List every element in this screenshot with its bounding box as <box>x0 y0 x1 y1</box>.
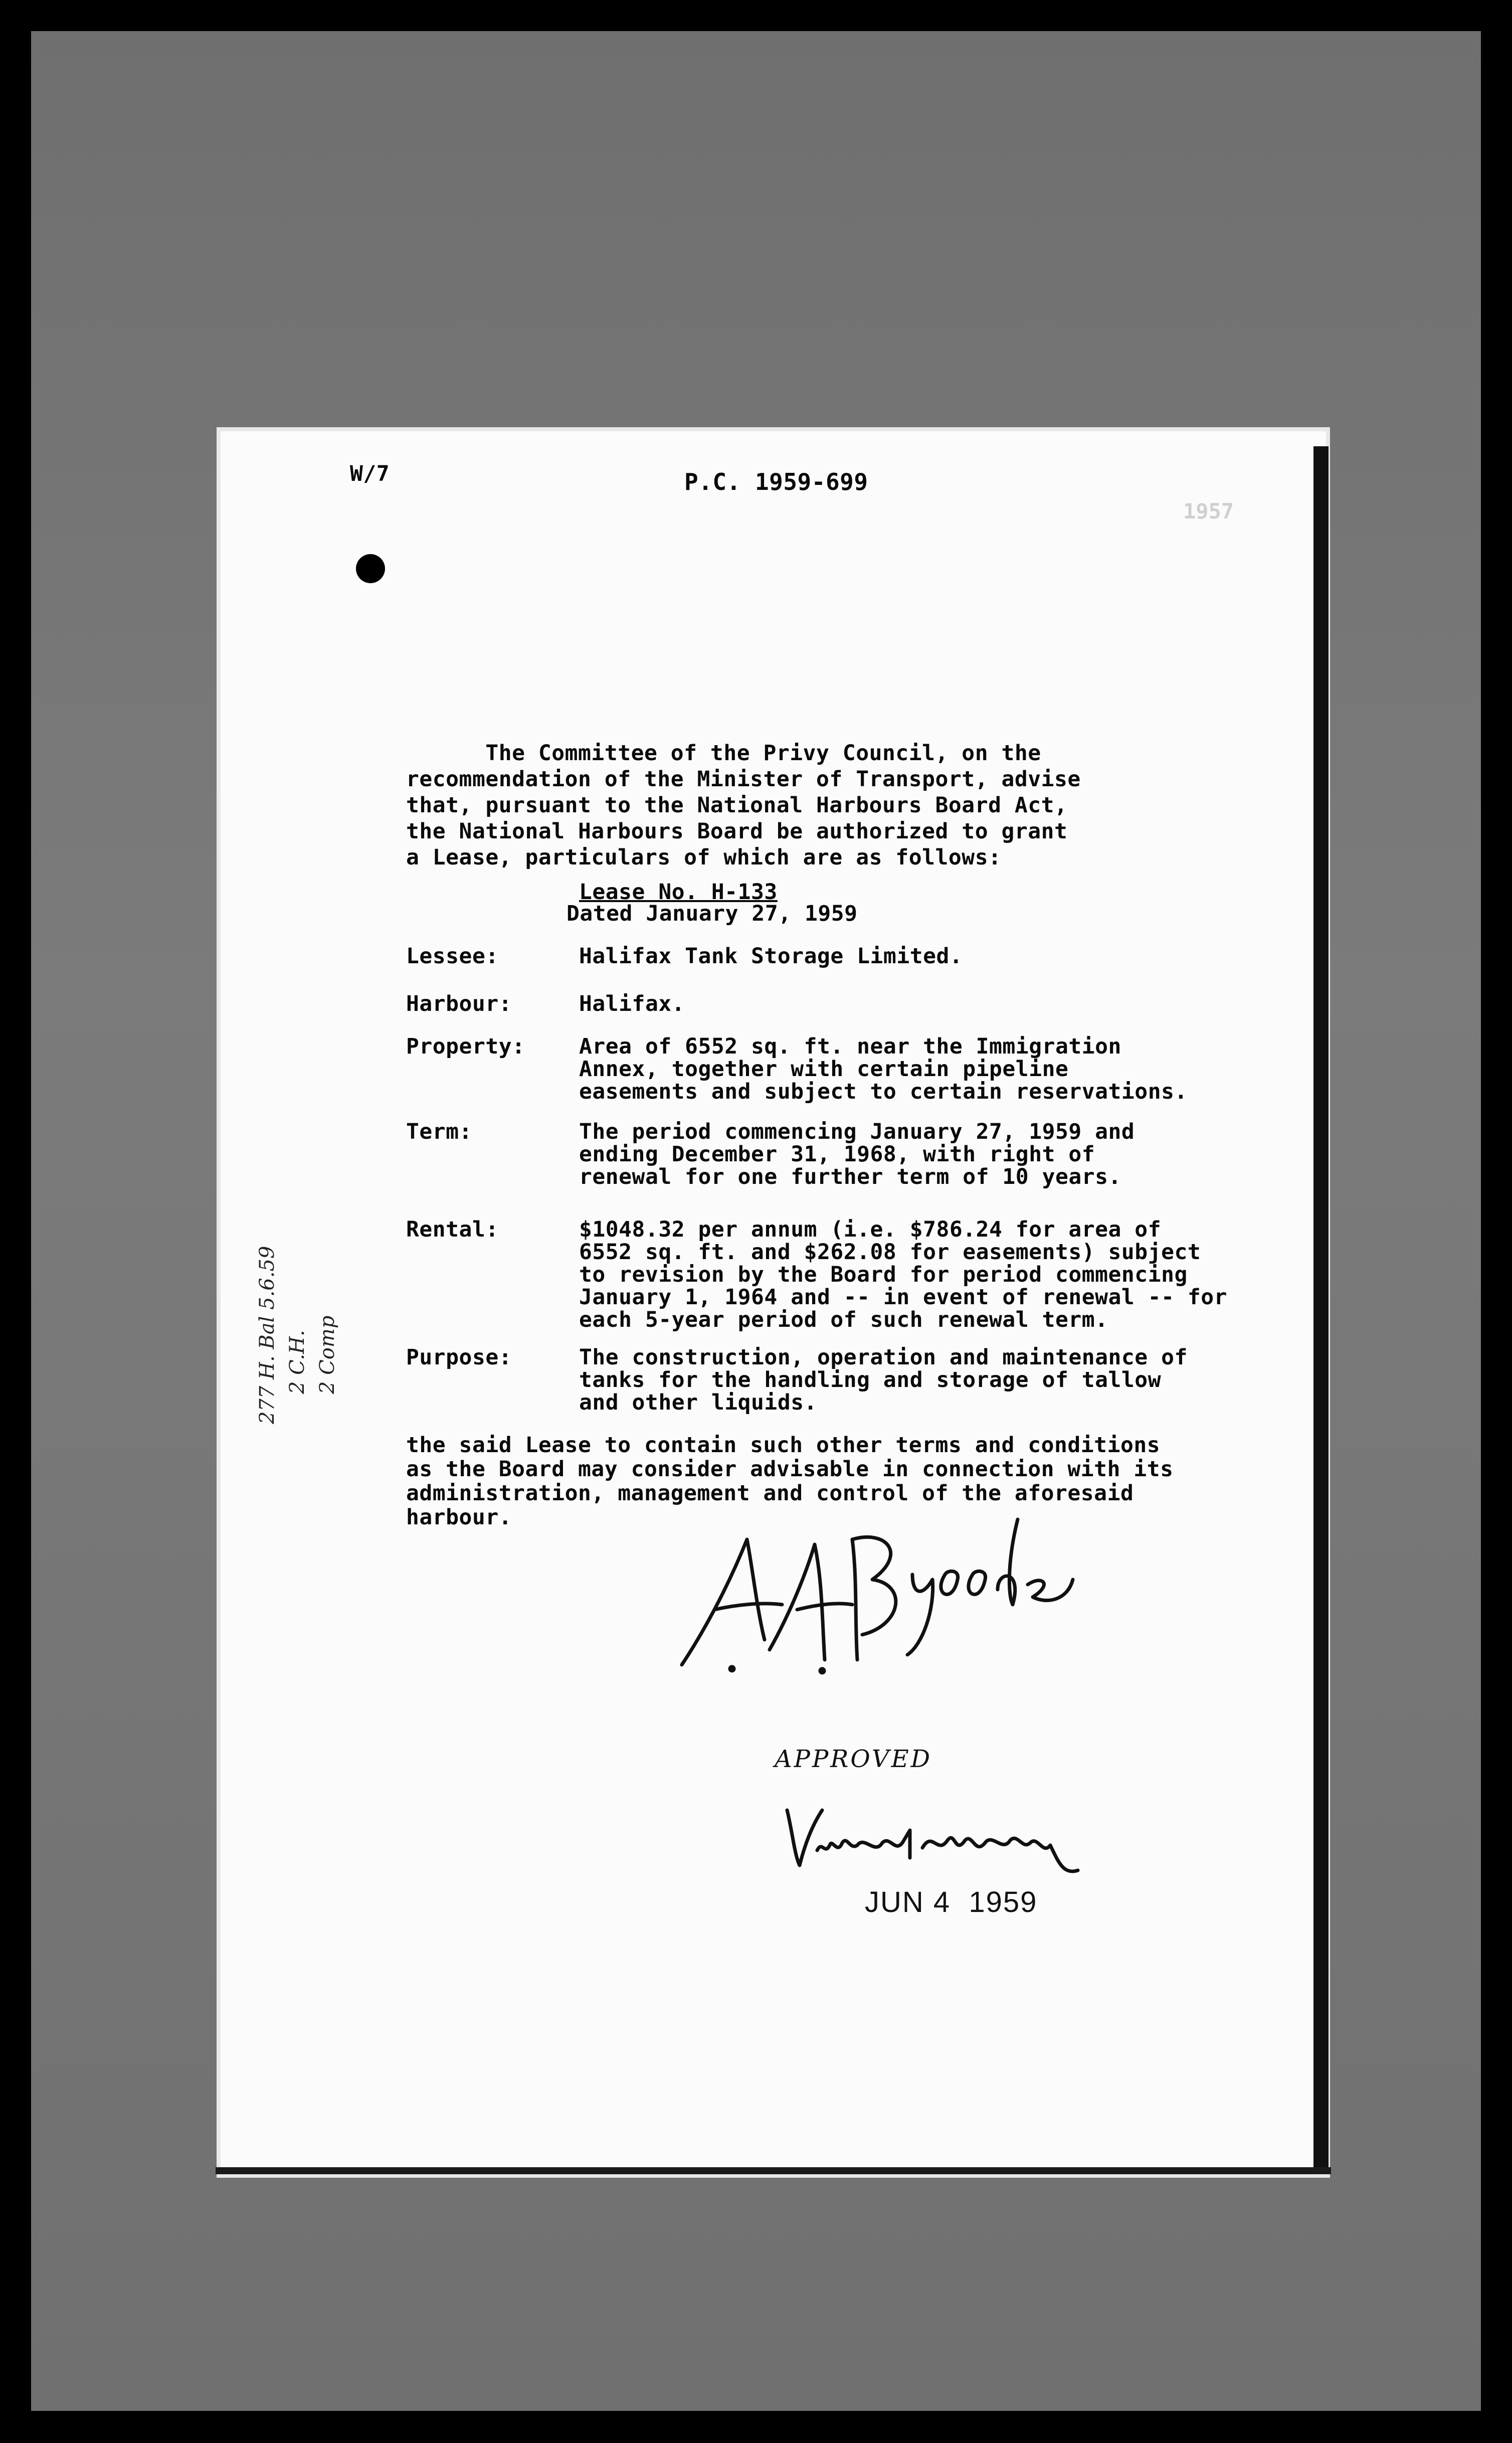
field-value-line: January 1, 1964 and -- in event of renewal -- for <box>579 1285 1228 1310</box>
field-label: Lessee: <box>406 944 499 969</box>
margin-notes <box>256 1213 406 1474</box>
field-value-line: Area of 6552 sq. ft. near the Immigration <box>579 1034 1121 1059</box>
field-value-line: 6552 sq. ft. and $262.08 for easements) subject <box>579 1240 1201 1265</box>
clerk-signature <box>672 1509 1083 1680</box>
field-label: Harbour: <box>406 991 512 1016</box>
field-value-line: and other liquids. <box>579 1390 817 1415</box>
field-value-line: each 5-year period of such renewal term. <box>579 1307 1108 1332</box>
intro-line: a Lease, particulars of which are as follows: <box>406 845 1002 870</box>
field-label: Rental: <box>406 1217 499 1242</box>
approved-label: APPROVED <box>775 1745 932 1773</box>
field-value-line: ending December 31, 1968, with right of <box>579 1142 1095 1167</box>
approval-date-stamp: JUN 4 1959 <box>865 1886 1038 1918</box>
field-value-line: easements and subject to certain reservations. <box>579 1079 1188 1104</box>
field-value-line: Halifax Tank Storage Limited. <box>579 944 963 969</box>
field-value-line: tanks for the handling and storage of tallow <box>579 1367 1162 1392</box>
field-value-line: renewal for one further term of 10 years. <box>579 1164 1121 1189</box>
margin-note: 2 Comp <box>316 1315 339 1394</box>
lease-number: Lease No. H-133 <box>579 880 778 905</box>
page-edge-right <box>1313 446 1329 2174</box>
closing-line: administration, management and control of the aforesaid <box>406 1481 1134 1506</box>
field-label: Property: <box>406 1034 525 1059</box>
field-value-line: to revision by the Board for period commencing <box>579 1262 1188 1287</box>
intro-line: the National Harbours Board be authorized to grant <box>406 819 1068 844</box>
field-value-line: Annex, together with certain pipeline <box>579 1057 1069 1082</box>
field-label: Term: <box>406 1119 472 1144</box>
field-label: Purpose: <box>406 1345 512 1370</box>
closing-line: as the Board may consider advisable in connection with its <box>406 1457 1174 1482</box>
closing-line: harbour. <box>406 1505 512 1530</box>
intro-line: that, pursuant to the National Harbours Board Act, <box>406 793 1068 818</box>
file-mark: W/7 <box>350 461 390 486</box>
margin-note: 277 H. Bal 5.6.59 <box>256 1246 279 1424</box>
order-number: P.C. 1959-699 <box>684 468 868 495</box>
punch-hole-icon <box>356 554 385 583</box>
intro-line: recommendation of the Minister of Transport, advise <box>406 767 1081 792</box>
closing-line: the said Lease to contain such other terms and conditions <box>406 1433 1161 1458</box>
page-edge-bottom <box>216 2167 1331 2174</box>
field-value-line: Halifax. <box>579 991 685 1016</box>
intro-line: The Committee of the Privy Council, on the <box>406 741 1041 766</box>
field-value-line: $1048.32 per annum (i.e. $786.24 for area of <box>579 1217 1162 1242</box>
approval-signature <box>782 1800 1083 1885</box>
margin-note: 2 C.H. <box>286 1330 309 1394</box>
field-value-line: The period commencing January 27, 1959 and <box>579 1119 1135 1144</box>
field-value-line: The construction, operation and maintenance of <box>579 1345 1188 1370</box>
lease-date: Dated January 27, 1959 <box>566 901 858 926</box>
corner-mark: 1957 <box>1183 499 1234 524</box>
